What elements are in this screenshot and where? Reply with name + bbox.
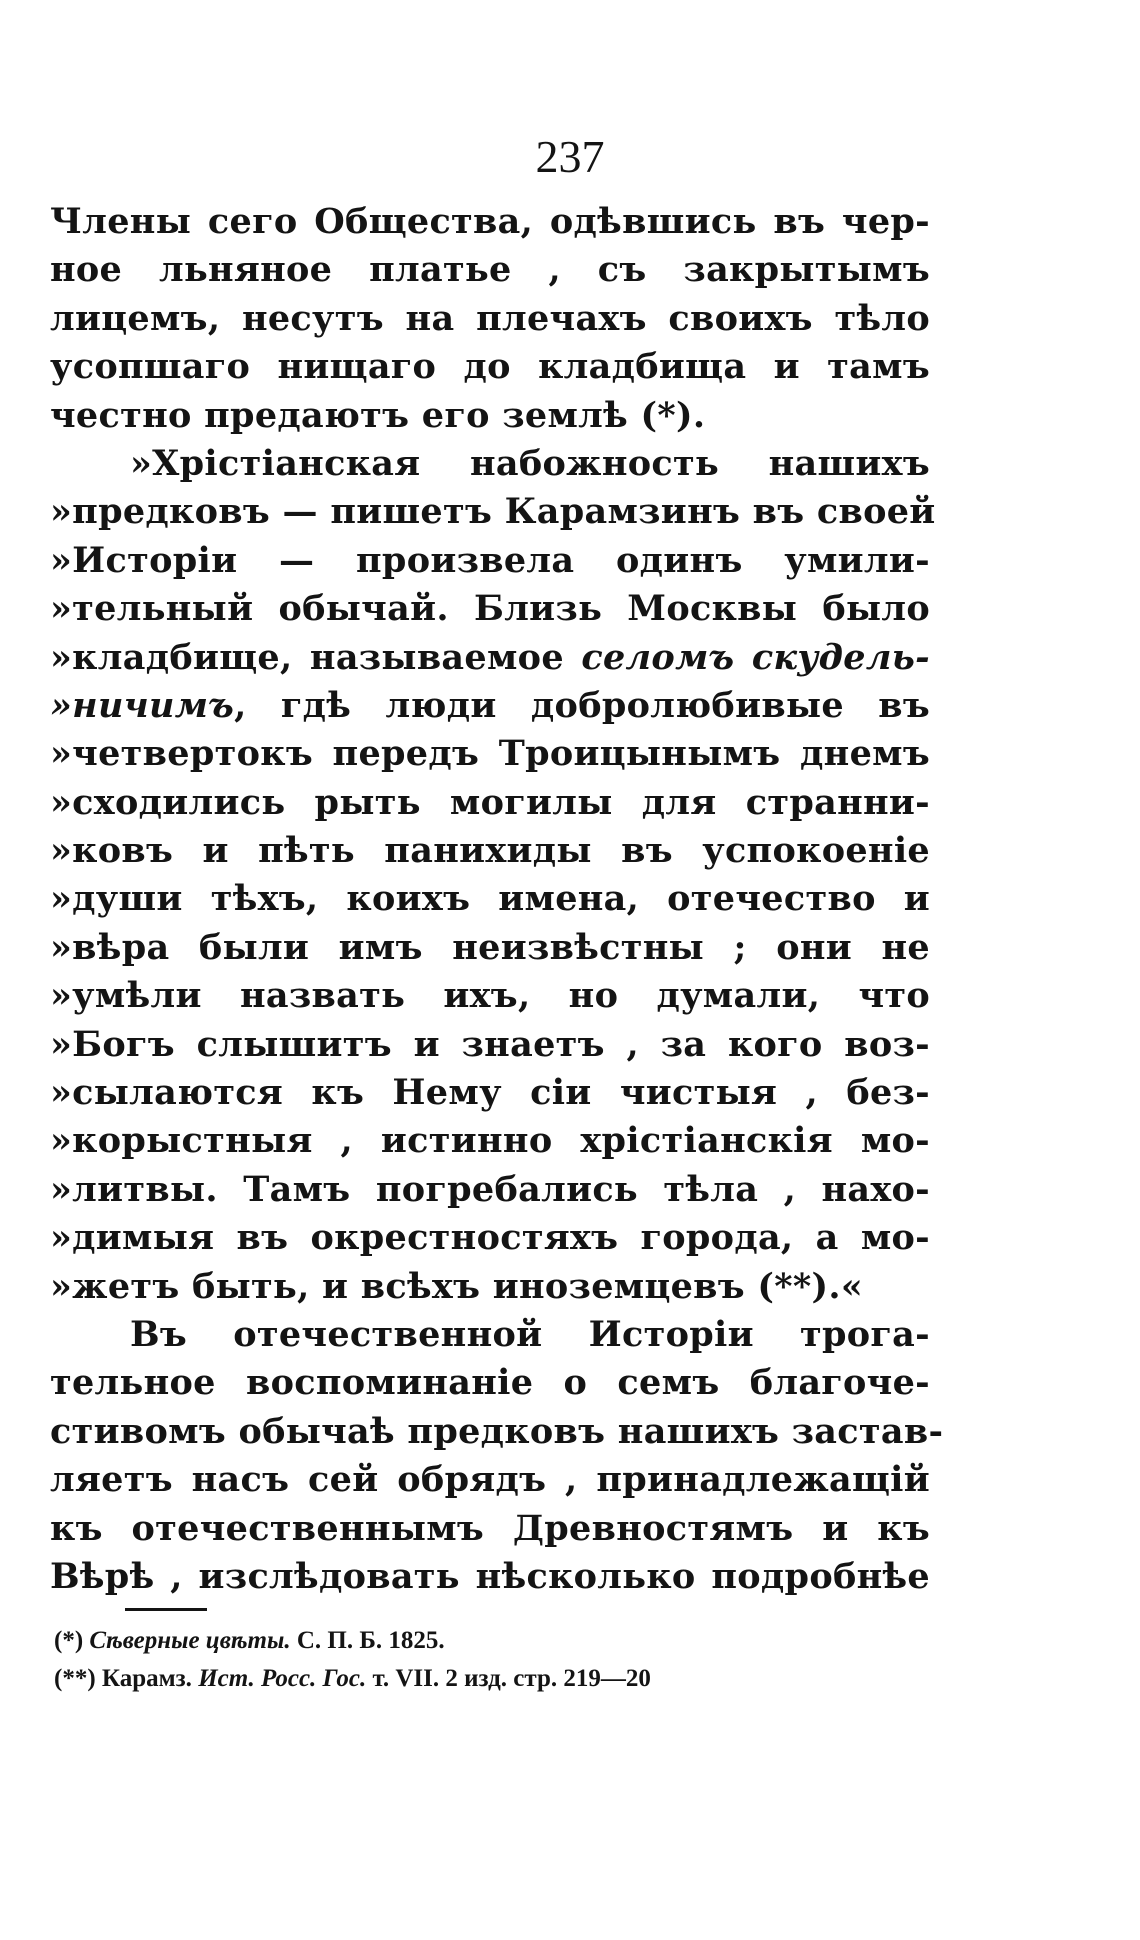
text-line: ное льняное платье , съ закрытымъ — [50, 249, 930, 291]
text-line: »Хрістіанская набожность нашихъ — [130, 442, 930, 484]
text-line: »Богъ слышитъ и знаетъ , за кого воз- — [50, 1023, 930, 1065]
text-line: »сходились рыть могилы для странни- — [50, 781, 930, 823]
footnote-source-title: Ист. Росс. Гос. — [198, 1665, 367, 1692]
text-line: Члены сего Общества, одѣвшись въ чер- — [50, 201, 930, 242]
footnote-text: С. П. Б. 1825. — [290, 1627, 445, 1654]
text-segment: »кладбище, называемое — [50, 636, 582, 678]
footnote-source-title: Сѣверные цвѣты. — [89, 1627, 291, 1654]
footnote-divider — [125, 1608, 207, 1611]
text-line: »ковъ и пѣть панихиды въ успокоеніе — [50, 830, 930, 872]
text-segment: , гдѣ люди добролюбивые въ — [234, 684, 930, 726]
body-text — [50, 198, 944, 1601]
footnotes — [54, 1622, 934, 1698]
text-line: »четвертокъ передъ Троицынымъ днемъ — [50, 733, 930, 775]
text-line: »тельный обычай. Близь Москвы было — [50, 588, 930, 630]
text-line: честно предаютъ его землѣ (*). — [50, 394, 706, 436]
italic-term: »ничимъ — [50, 684, 235, 726]
text-line: тельное воспоминаніе о семъ благоче- — [50, 1362, 930, 1404]
text-line: стивомъ обычаѣ предковъ нашихъ застав- — [50, 1410, 944, 1452]
text-line: къ отечественнымъ Древностямъ и къ — [50, 1507, 930, 1549]
text-line: »предковъ — пишетъ Карамзинъ въ своей — [50, 491, 936, 533]
text-line: »сылаются къ Нему сіи чистыя , без- — [50, 1072, 930, 1114]
text-line — [50, 634, 930, 682]
footnote — [54, 1660, 934, 1698]
text-line: »вѣра были имъ неизвѣстны ; они не — [50, 926, 930, 968]
footnote-text: т. VII. 2 изд. стр. 219—20 — [366, 1665, 651, 1692]
footnote-mark: (**) Карамз. — [54, 1665, 199, 1692]
text-line: Въ отечественной Исторіи трога- — [130, 1313, 930, 1355]
text-line: »литвы. Тамъ погребались тѣла , нахо- — [50, 1168, 930, 1210]
footnote — [54, 1622, 934, 1660]
text-line — [50, 682, 930, 730]
text-line: »души тѣхъ, коихъ имена, отечество и — [50, 878, 930, 920]
text-line: усопшаго нищаго до кладбища и тамъ — [50, 346, 930, 388]
text-line: »корыстныя , истинно хрістіанскія мо- — [50, 1120, 930, 1162]
footnote-mark: (*) — [54, 1627, 84, 1654]
text-line: лицемъ, несутъ на плечахъ своихъ тѣло — [50, 297, 930, 339]
text-line: »жетъ быть, и всѣхъ иноземцевъ (**).« — [50, 1265, 864, 1307]
page-number: 237 — [535, 131, 605, 182]
text-line: »димыя въ окрестностяхъ города, а мо- — [50, 1217, 930, 1259]
italic-term: селомъ скудель- — [581, 636, 930, 678]
text-line: »умѣли назвать ихъ, но думали, что — [50, 975, 930, 1017]
text-line: »Исторіи — произвела одинъ умили- — [50, 539, 930, 581]
text-line: ляетъ насъ сей обрядъ , принадлежащій — [50, 1459, 930, 1501]
text-line: Вѣрѣ , изслѣдовать нѣсколько подробнѣе — [50, 1555, 930, 1597]
